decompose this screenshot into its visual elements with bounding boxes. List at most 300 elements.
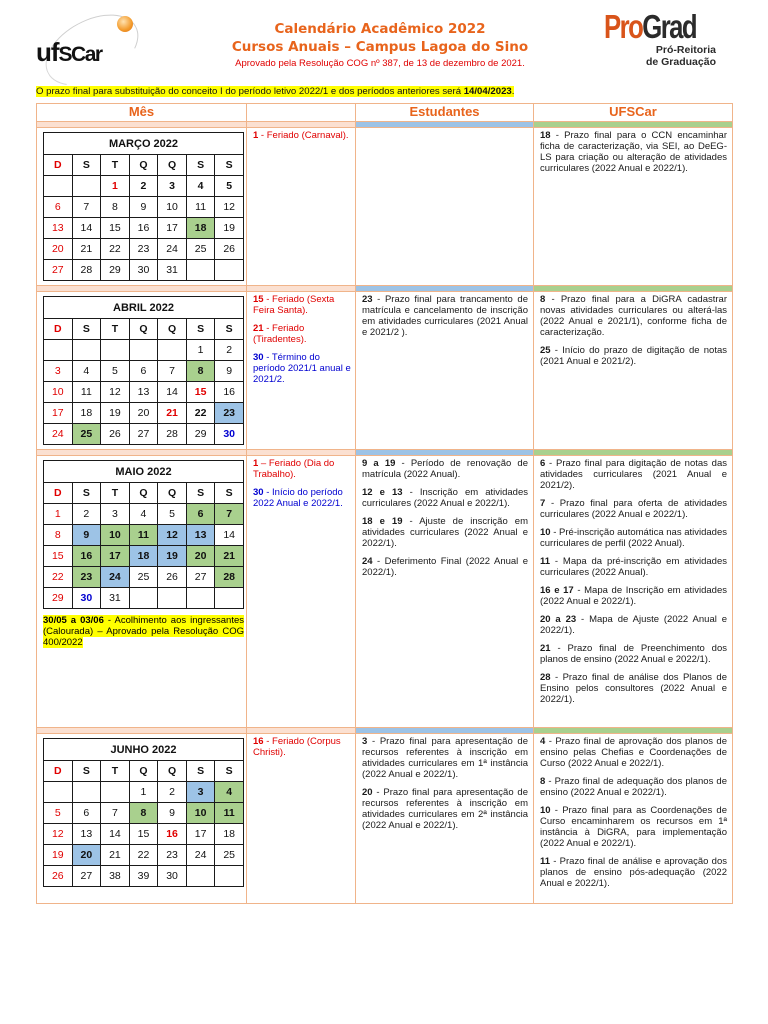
weekday-header: T xyxy=(101,483,130,504)
day-cell: 1 xyxy=(186,340,215,361)
day-cell: 6 xyxy=(186,504,215,525)
day-cell: 15 xyxy=(44,546,73,567)
day-cell: 22 xyxy=(44,567,73,588)
students-cell xyxy=(356,456,534,728)
week-row xyxy=(44,845,244,866)
ufscar-cell xyxy=(534,456,733,728)
day-cell: 19 xyxy=(158,546,187,567)
empty-day-cell xyxy=(44,340,73,361)
students-day: 24 xyxy=(362,556,373,567)
ufscar-text: - Pré-inscrição automática nas atividades curriculares de perfil (2022 Anual). xyxy=(540,527,727,549)
day-cell: 17 xyxy=(44,403,73,424)
day-cell: 28 xyxy=(215,567,244,588)
weekday-header: Q xyxy=(129,319,158,340)
weekday-header: Q xyxy=(158,761,187,782)
day-cell: 13 xyxy=(72,824,101,845)
event-day: 1 xyxy=(253,458,259,469)
students-cell xyxy=(356,734,534,904)
day-cell: 30 xyxy=(72,588,101,609)
weekday-header-row xyxy=(44,483,244,504)
month-calendar-cell xyxy=(37,128,247,286)
day-cell: 24 xyxy=(186,845,215,866)
day-cell: 26 xyxy=(44,866,73,887)
students-cell xyxy=(356,128,534,286)
week-row xyxy=(44,197,244,218)
day-cell: 4 xyxy=(72,361,101,382)
weekday-header: D xyxy=(44,155,73,176)
students-item xyxy=(362,736,528,780)
day-cell: 16 xyxy=(72,546,101,567)
weekday-header: S xyxy=(186,319,215,340)
students-item xyxy=(362,787,528,831)
event-text: - Feriado (Sexta Feira Santa). xyxy=(253,294,335,316)
weekday-header: S xyxy=(72,761,101,782)
weekday-header: Q xyxy=(129,483,158,504)
ufscar-item xyxy=(540,643,727,665)
weekday-header-row xyxy=(44,761,244,782)
ufscar-item xyxy=(540,130,727,174)
week-row xyxy=(44,525,244,546)
day-cell: 20 xyxy=(72,845,101,866)
day-cell: 11 xyxy=(129,525,158,546)
event-text: – Feriado (Dia do Trabalho). xyxy=(253,458,335,480)
day-cell: 24 xyxy=(158,239,187,260)
empty-day-cell xyxy=(215,260,244,281)
prograd-pro: Pro xyxy=(604,8,643,45)
weekday-header: S xyxy=(186,155,215,176)
day-cell: 2 xyxy=(129,176,158,197)
week-row xyxy=(44,866,244,887)
week-row xyxy=(44,803,244,824)
ufscar-day: 25 xyxy=(540,345,551,356)
day-cell: 22 xyxy=(129,845,158,866)
day-cell: 23 xyxy=(158,845,187,866)
day-cell: 5 xyxy=(101,361,130,382)
students-item xyxy=(362,487,528,509)
students-cell xyxy=(356,292,534,450)
day-cell: 1 xyxy=(129,782,158,803)
empty-day-cell xyxy=(186,588,215,609)
day-cell: 16 xyxy=(158,824,187,845)
weekday-header: Q xyxy=(129,761,158,782)
calourada-highlight xyxy=(43,615,104,626)
day-cell: 26 xyxy=(215,239,244,260)
prograd-grad: Grad xyxy=(642,8,697,45)
day-cell: 8 xyxy=(186,361,215,382)
day-cell: 20 xyxy=(186,546,215,567)
logo-text-uf: uf xyxy=(36,37,59,67)
empty-day-cell xyxy=(158,340,187,361)
day-cell: 8 xyxy=(44,525,73,546)
day-cell: 12 xyxy=(44,824,73,845)
day-cell: 24 xyxy=(101,567,130,588)
day-cell: 30 xyxy=(158,866,187,887)
day-cell: 16 xyxy=(215,382,244,403)
weekday-header: D xyxy=(44,761,73,782)
day-cell: 3 xyxy=(186,782,215,803)
day-cell: 26 xyxy=(101,424,130,445)
day-cell: 29 xyxy=(101,260,130,281)
mini-calendar xyxy=(43,460,244,609)
day-cell: 8 xyxy=(101,197,130,218)
day-cell: 3 xyxy=(101,504,130,525)
week-row xyxy=(44,546,244,567)
weekday-header: S xyxy=(215,155,244,176)
day-cell: 1 xyxy=(44,504,73,525)
students-text: - Período de renovação de matrícula (2022 Anual). xyxy=(362,458,528,480)
day-cell: 25 xyxy=(215,845,244,866)
ufscar-item xyxy=(540,776,727,798)
ufscar-day: 10 xyxy=(540,527,551,538)
ufscar-day: 4 xyxy=(540,736,546,747)
event-item xyxy=(253,130,351,141)
logo-orange-ball xyxy=(117,16,133,32)
event-text: - Término do período 2021/1 anual e 2021/2. xyxy=(253,352,351,385)
academic-calendar-table xyxy=(36,103,733,904)
empty-day-cell xyxy=(129,588,158,609)
event-day: 1 xyxy=(253,130,259,141)
mini-calendar-title-row xyxy=(44,461,244,483)
day-cell: 18 xyxy=(129,546,158,567)
week-row xyxy=(44,567,244,588)
weekday-header: D xyxy=(44,483,73,504)
week-row xyxy=(44,382,244,403)
event-item xyxy=(253,294,351,316)
weekday-header: S xyxy=(215,483,244,504)
ufscar-day: 18 xyxy=(540,130,551,141)
month-title: JUNHO 2022 xyxy=(44,739,244,761)
day-cell: 31 xyxy=(158,260,187,281)
month-calendar-cell xyxy=(37,734,247,904)
week-row xyxy=(44,176,244,197)
ufscar-text: - Prazo final para oferta de atividades curriculares (2022 Anual e 2022/1). xyxy=(540,498,727,520)
day-cell: 5 xyxy=(158,504,187,525)
weekday-header: S xyxy=(215,761,244,782)
ufscar-item xyxy=(540,498,727,520)
day-cell: 27 xyxy=(186,567,215,588)
event-text: - Feriado (Tiradentes). xyxy=(253,323,307,345)
prograd-line1: Pró-Reitoria xyxy=(655,44,716,56)
ufscar-cell xyxy=(534,292,733,450)
day-cell: 7 xyxy=(215,504,244,525)
ufscar-text: - Prazo final de Preenchimento dos planos de ensino (2022 Anual e 2022/1). xyxy=(540,643,727,665)
students-text: - Prazo final para apresentação de recursos referentes à inscrição em atividades curriculares em 2ª instância (2022 Anual e 2022/1). xyxy=(362,787,528,831)
students-item xyxy=(362,294,528,338)
day-cell: 21 xyxy=(215,546,244,567)
day-cell: 18 xyxy=(72,403,101,424)
event-day: 16 xyxy=(253,736,264,747)
empty-day-cell xyxy=(215,588,244,609)
page-title: Calendário Acadêmico 2022 xyxy=(274,21,486,37)
day-cell: 21 xyxy=(72,239,101,260)
weekday-header: S xyxy=(215,319,244,340)
weekday-header: T xyxy=(101,155,130,176)
event-item xyxy=(253,352,351,385)
day-cell: 12 xyxy=(158,525,187,546)
header-ufscar: UFSCar xyxy=(534,104,733,122)
day-cell: 20 xyxy=(44,239,73,260)
month-calendar-cell xyxy=(37,292,247,450)
day-cell: 30 xyxy=(215,424,244,445)
day-cell: 18 xyxy=(215,824,244,845)
day-cell: 28 xyxy=(72,260,101,281)
empty-day-cell xyxy=(186,260,215,281)
students-item xyxy=(362,516,528,549)
day-cell: 7 xyxy=(72,197,101,218)
mini-calendar xyxy=(43,738,244,887)
day-cell: 13 xyxy=(129,382,158,403)
day-cell: 15 xyxy=(186,382,215,403)
page-header xyxy=(0,0,768,82)
day-cell: 30 xyxy=(129,260,158,281)
event-item xyxy=(253,487,351,509)
students-day: 23 xyxy=(362,294,373,305)
ufscar-logo-icon xyxy=(30,6,155,66)
prograd-logo-icon xyxy=(604,10,724,80)
logo-wordmark xyxy=(36,37,102,68)
header-events xyxy=(247,104,356,122)
ufscar-item xyxy=(540,458,727,491)
day-cell: 38 xyxy=(101,866,130,887)
day-cell: 9 xyxy=(215,361,244,382)
day-cell: 13 xyxy=(44,218,73,239)
event-text: - Feriado (Carnaval). xyxy=(258,130,349,141)
weekday-header: D xyxy=(44,319,73,340)
ufscar-item xyxy=(540,345,727,367)
students-item xyxy=(362,458,528,480)
week-row xyxy=(44,588,244,609)
title-block xyxy=(180,20,580,72)
day-cell: 27 xyxy=(72,866,101,887)
holiday-events-cell xyxy=(247,128,356,286)
ufscar-day: 21 xyxy=(540,643,551,654)
day-cell: 10 xyxy=(44,382,73,403)
empty-day-cell xyxy=(72,176,101,197)
day-cell: 13 xyxy=(186,525,215,546)
empty-day-cell xyxy=(129,340,158,361)
students-text: - Inscrição em atividades curriculares (2022 Anual e 2022/1). xyxy=(362,487,528,509)
day-cell: 14 xyxy=(72,218,101,239)
month-row xyxy=(37,456,733,728)
week-row xyxy=(44,340,244,361)
day-cell: 26 xyxy=(158,567,187,588)
ufscar-day: 6 xyxy=(540,458,546,469)
day-cell: 14 xyxy=(101,824,130,845)
day-cell: 28 xyxy=(158,424,187,445)
day-cell: 3 xyxy=(158,176,187,197)
mini-calendar-title-row xyxy=(44,133,244,155)
ufscar-day: 20 a 23 xyxy=(540,614,577,625)
empty-day-cell xyxy=(215,866,244,887)
ufscar-day: 8 xyxy=(540,776,546,787)
empty-day-cell xyxy=(101,340,130,361)
weekday-header: Q xyxy=(158,483,187,504)
header-month: Mês xyxy=(37,104,247,122)
day-cell: 4 xyxy=(129,504,158,525)
event-day: 30 xyxy=(253,352,264,363)
ufscar-text: - Mapa de Ajuste (2022 Anual e 2022/1). xyxy=(540,614,727,636)
weekday-header: Q xyxy=(129,155,158,176)
day-cell: 19 xyxy=(44,845,73,866)
day-cell: 27 xyxy=(129,424,158,445)
day-cell: 3 xyxy=(44,361,73,382)
ufscar-text: - Prazo final de aprovação dos planos de ensino pelas Chefias e Coordenações de Curso (2022 Anual e 2022/1). xyxy=(540,736,727,769)
day-cell: 21 xyxy=(101,845,130,866)
month-title: ABRIL 2022 xyxy=(44,297,244,319)
day-cell: 12 xyxy=(215,197,244,218)
day-cell: 29 xyxy=(186,424,215,445)
week-row xyxy=(44,361,244,382)
day-cell: 17 xyxy=(101,546,130,567)
weekday-header: S xyxy=(186,761,215,782)
students-day: 9 a 19 xyxy=(362,458,396,469)
calourada-note xyxy=(43,615,244,648)
day-cell: 25 xyxy=(129,567,158,588)
ufscar-text: - Prazo final de análise dos Planos de Ensino pelos consultores (2022 Anual e 2022/1). xyxy=(540,672,727,705)
day-cell: 25 xyxy=(72,424,101,445)
ufscar-item xyxy=(540,585,727,607)
day-cell: 16 xyxy=(129,218,158,239)
day-cell: 10 xyxy=(101,525,130,546)
ufscar-day: 11 xyxy=(540,856,551,867)
day-cell: 11 xyxy=(215,803,244,824)
month-row xyxy=(37,292,733,450)
ufscar-day: 16 e 17 xyxy=(540,585,574,596)
day-cell: 19 xyxy=(101,403,130,424)
day-cell: 2 xyxy=(72,504,101,525)
logo-text-scar: SCar xyxy=(58,43,102,66)
ufscar-text: - Prazo final para a DiGRA cadastrar novas atividades curriculares ou alterá-las (2022 Anual e 2021/1), conforme ficha de caracterização. xyxy=(540,294,727,338)
weekday-header: T xyxy=(101,761,130,782)
week-row xyxy=(44,239,244,260)
ufscar-day: 7 xyxy=(540,498,546,509)
day-cell: 27 xyxy=(44,260,73,281)
day-cell: 10 xyxy=(158,197,187,218)
day-cell: 6 xyxy=(72,803,101,824)
mini-calendar xyxy=(43,132,244,281)
day-cell: 2 xyxy=(215,340,244,361)
day-cell: 14 xyxy=(215,525,244,546)
notice-end: . xyxy=(511,86,515,97)
week-row xyxy=(44,403,244,424)
ufscar-item xyxy=(540,856,727,889)
day-cell: 1 xyxy=(101,176,130,197)
calourada-text: - Acolhimento aos ingressantes (Calourada) – Aprovado pela Resolução COG 400/2022 xyxy=(43,615,245,648)
day-cell: 29 xyxy=(44,588,73,609)
calendar-body xyxy=(37,122,733,904)
approval-note: Aprovado pela Resolução COG nº 387, de 13 de dezembro de 2021. xyxy=(235,58,525,69)
event-day: 30 xyxy=(253,487,264,498)
day-cell: 9 xyxy=(72,525,101,546)
day-cell: 9 xyxy=(129,197,158,218)
day-cell: 4 xyxy=(186,176,215,197)
month-row xyxy=(37,734,733,904)
event-item xyxy=(253,736,351,758)
month-row xyxy=(37,128,733,286)
day-cell: 22 xyxy=(186,403,215,424)
day-cell: 7 xyxy=(101,803,130,824)
holiday-events-cell xyxy=(247,734,356,904)
ufscar-item xyxy=(540,527,727,549)
ufscar-text: - Prazo final para o CCN encaminhar ficha de caracterização, via SEI, ao DeEG-LS para criação ou alteração de atividades curriculares (2022 Anual e 2022/1). xyxy=(540,130,727,174)
week-row xyxy=(44,782,244,803)
day-cell: 22 xyxy=(101,239,130,260)
day-cell: 6 xyxy=(44,197,73,218)
ufscar-item xyxy=(540,294,727,338)
mini-calendar xyxy=(43,296,244,445)
weekday-header: Q xyxy=(158,155,187,176)
day-cell: 2 xyxy=(158,782,187,803)
month-title: MAIO 2022 xyxy=(44,461,244,483)
day-cell: 11 xyxy=(72,382,101,403)
day-cell: 21 xyxy=(158,403,187,424)
empty-day-cell xyxy=(186,866,215,887)
day-cell: 23 xyxy=(215,403,244,424)
ufscar-item xyxy=(540,736,727,769)
ufscar-item xyxy=(540,556,727,578)
day-cell: 15 xyxy=(101,218,130,239)
notice-date: 14/04/2023 xyxy=(463,86,512,97)
day-cell: 5 xyxy=(44,803,73,824)
students-text: - Prazo final para trancamento de matrícula e cancelamento de inscrição em atividades curriculares (2021 Anual e 2021/2 ). xyxy=(362,294,528,338)
table-header-row xyxy=(37,104,733,122)
ufscar-text: - Mapa de Inscrição em atividades (2022 Anual e 2022/1). xyxy=(540,585,727,607)
ufscar-cell xyxy=(534,128,733,286)
students-day: 12 e 13 xyxy=(362,487,403,498)
deadline-notice xyxy=(36,86,514,97)
weekday-header: T xyxy=(101,319,130,340)
calourada-dates: 30/05 a 03/06 xyxy=(43,615,104,626)
event-day: 21 xyxy=(253,323,264,334)
weekday-header: Q xyxy=(158,319,187,340)
notice-text: O prazo final para substituição do conceito I do período letivo 2022/1 e dos períodos anteriores será xyxy=(36,86,464,97)
day-cell: 39 xyxy=(129,866,158,887)
students-item xyxy=(362,556,528,578)
empty-day-cell xyxy=(44,782,73,803)
students-day: 20 xyxy=(362,787,373,798)
day-cell: 14 xyxy=(158,382,187,403)
day-cell: 23 xyxy=(72,567,101,588)
event-item xyxy=(253,323,351,345)
event-text: - Feriado (Corpus Christi). xyxy=(253,736,341,758)
event-text: - Início do período 2022 Anual e 2022/1. xyxy=(253,487,343,509)
empty-day-cell xyxy=(158,588,187,609)
students-text: - Deferimento Final (2022 Anual e 2022/1). xyxy=(362,556,528,578)
ufscar-text: - Prazo final para digitação de notas das atividades curriculares (2021 Anual e 2021/2). xyxy=(540,458,727,491)
empty-day-cell xyxy=(101,782,130,803)
header-students: Estudantes xyxy=(356,104,534,122)
ufscar-day: 10 xyxy=(540,805,551,816)
week-row xyxy=(44,218,244,239)
week-row xyxy=(44,504,244,525)
week-row xyxy=(44,824,244,845)
day-cell: 12 xyxy=(101,382,130,403)
day-cell: 23 xyxy=(129,239,158,260)
day-cell: 18 xyxy=(186,218,215,239)
prograd-line2: de Graduação xyxy=(645,56,716,68)
weekday-header: S xyxy=(186,483,215,504)
day-cell: 17 xyxy=(186,824,215,845)
ufscar-text: - Prazo final para as Coordenações de Curso encaminharem os recursos em 1ª instância à DiGRA, para implementação (2022 Anual e 2022/1). xyxy=(540,805,727,849)
weekday-header: S xyxy=(72,319,101,340)
students-day: 18 e 19 xyxy=(362,516,403,527)
day-cell: 15 xyxy=(129,824,158,845)
ufscar-cell xyxy=(534,734,733,904)
month-calendar-cell xyxy=(37,456,247,728)
empty-day-cell xyxy=(72,340,101,361)
students-day: 3 xyxy=(362,736,368,747)
prograd-wordmark xyxy=(604,10,698,44)
